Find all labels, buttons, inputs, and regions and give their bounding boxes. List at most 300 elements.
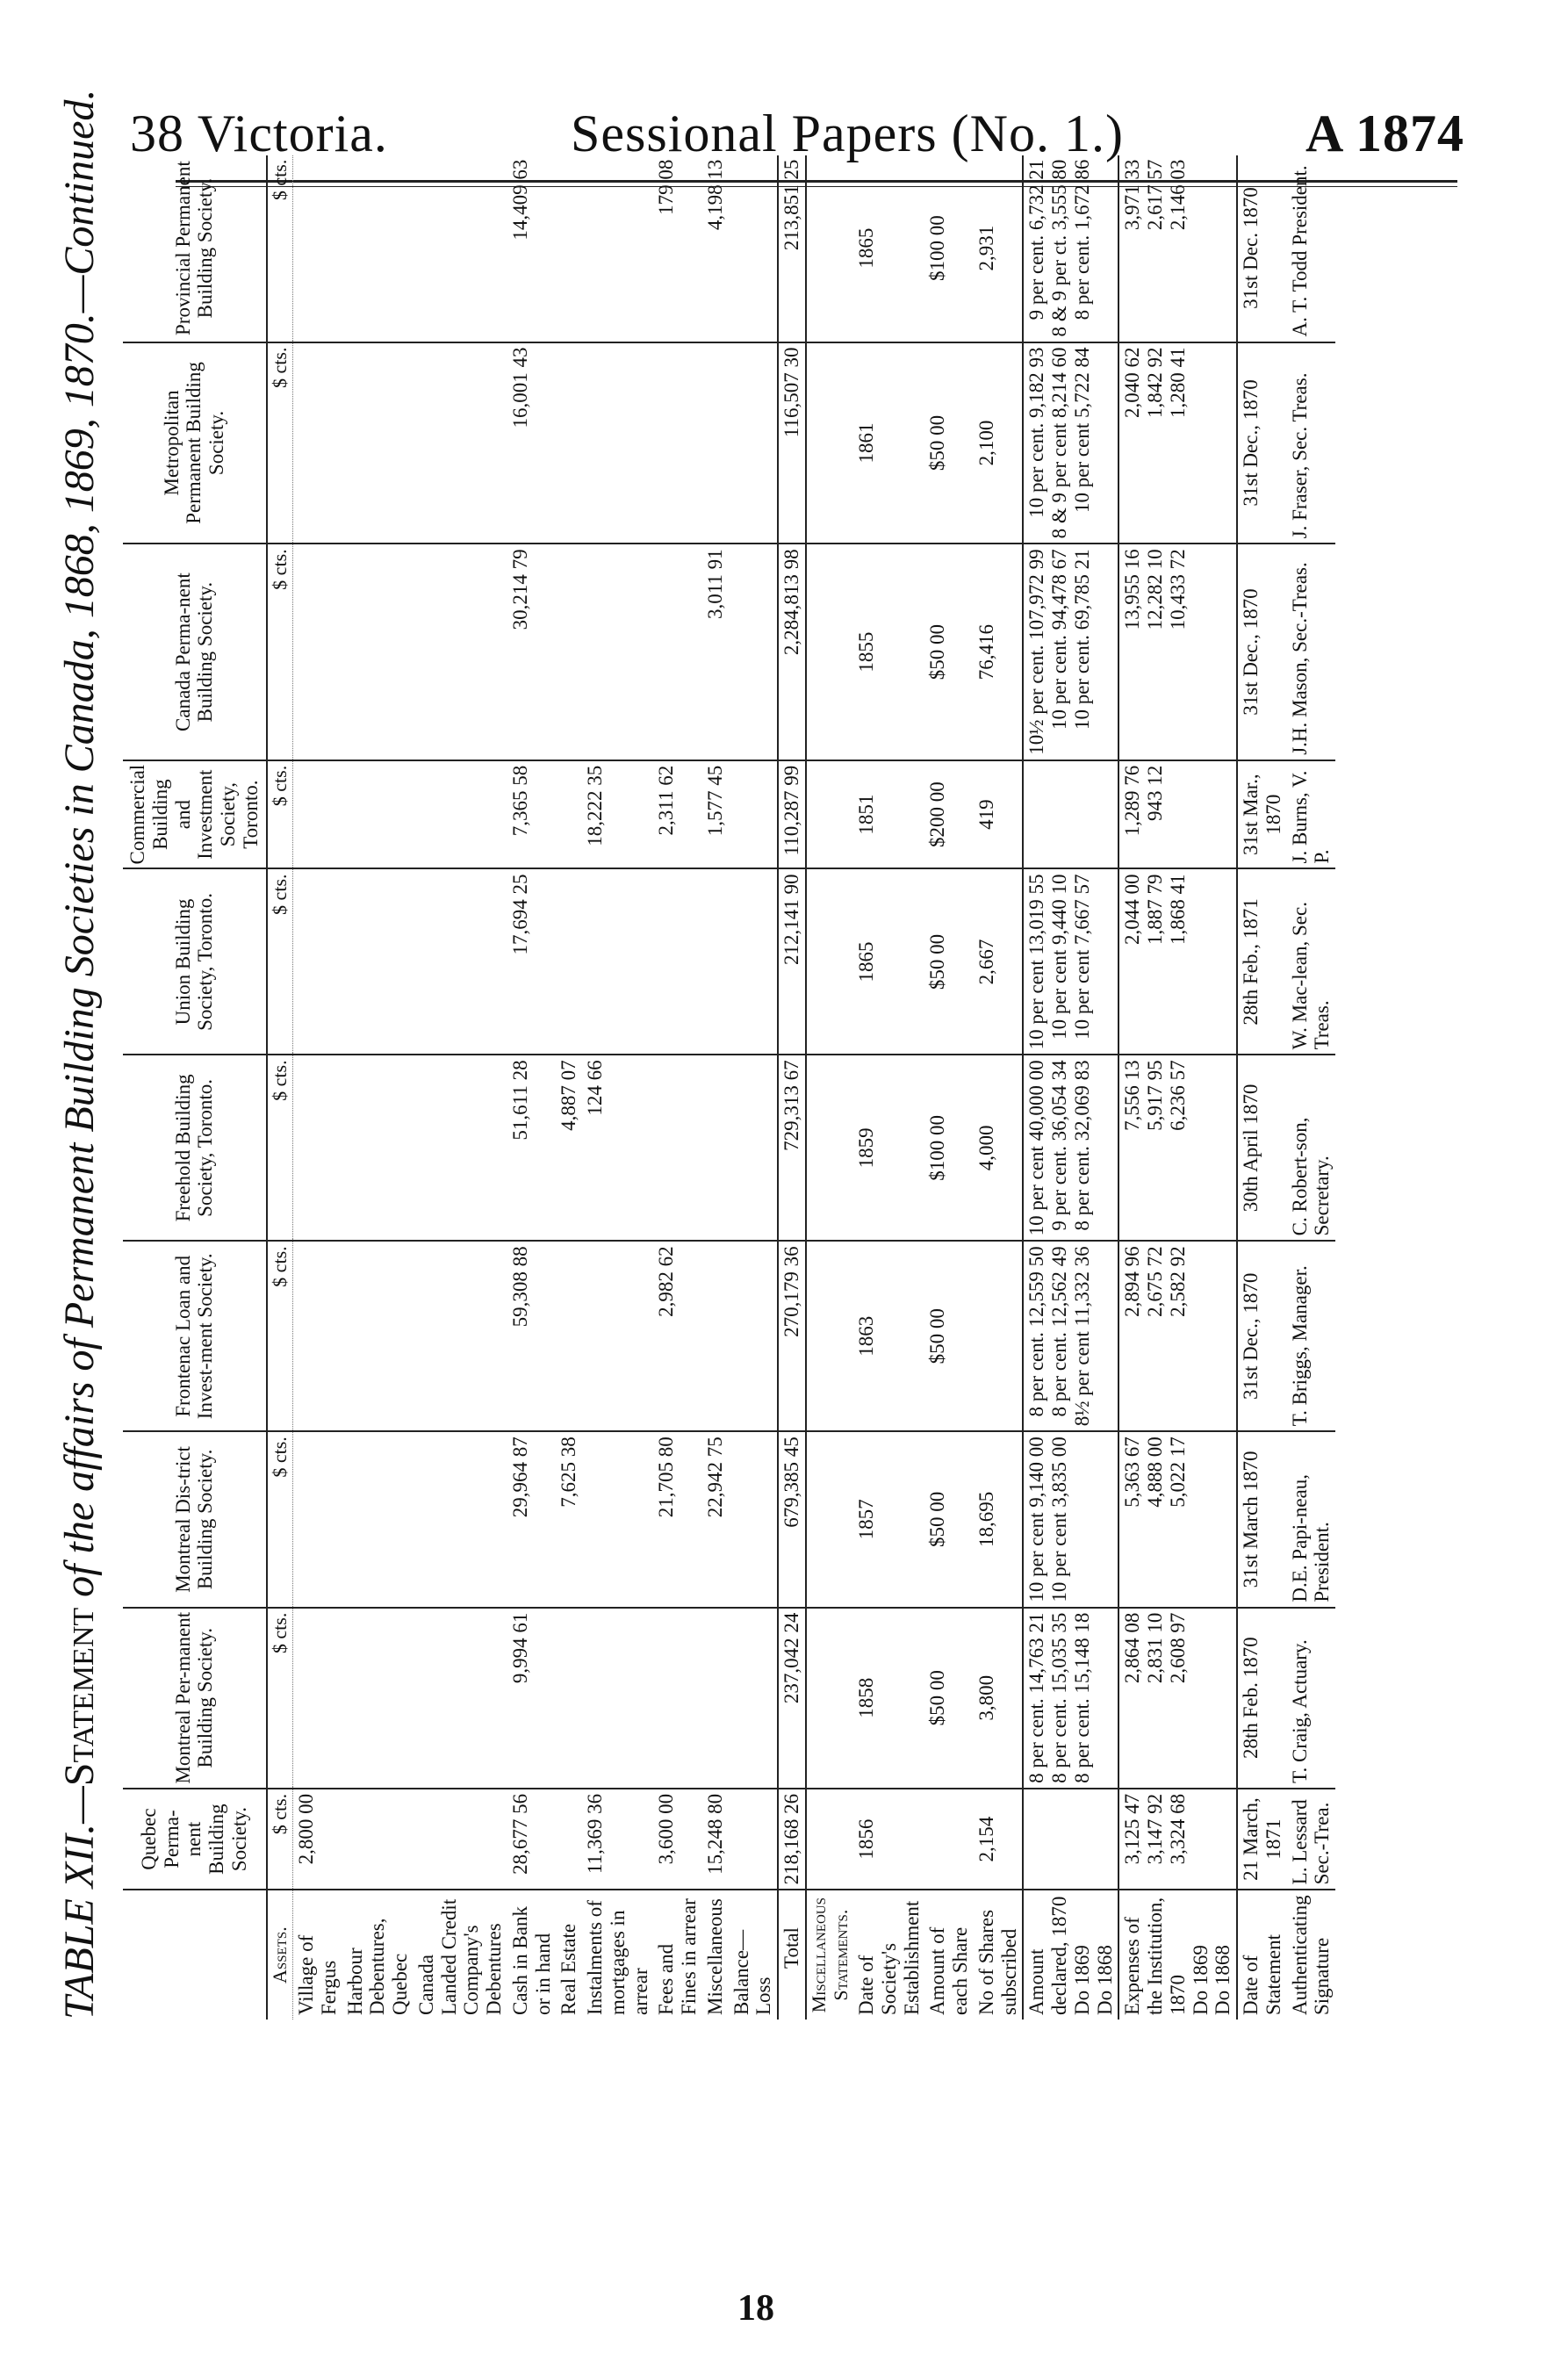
row-date-establishment bbox=[853, 155, 924, 2020]
currency-unit: $ cts. bbox=[267, 1241, 293, 1431]
table-cell: 213,851 25 bbox=[778, 155, 806, 342]
table-cell: C. Robert-son, Secretary. bbox=[1287, 1055, 1336, 1241]
table-cell bbox=[806, 342, 853, 544]
row-total bbox=[778, 155, 806, 2020]
currency-unit: $ cts. bbox=[267, 760, 293, 869]
row-amount-declared bbox=[1023, 155, 1118, 2020]
table-cell bbox=[414, 1789, 507, 1890]
table-cell bbox=[1023, 1608, 1118, 1789]
table-cell: 51,611 28 bbox=[507, 1055, 557, 1241]
cell-line: 10½ per cent. 107,972 99 bbox=[1025, 549, 1048, 755]
table-cell bbox=[556, 155, 582, 342]
table-cell: 1865 bbox=[853, 868, 924, 1055]
table-cell bbox=[293, 760, 342, 869]
cell-line: 10 per cent. 69,785 21 bbox=[1070, 549, 1093, 731]
cell-line: 1,280 41 bbox=[1166, 347, 1189, 419]
table-cell bbox=[729, 1241, 779, 1431]
table-cell bbox=[582, 155, 653, 342]
row-label: Do 1869 bbox=[1070, 1945, 1093, 2015]
table-cell bbox=[653, 544, 702, 760]
row-label: Authenticating Signature bbox=[1288, 1895, 1334, 2015]
table-cell: $100 00 bbox=[924, 155, 974, 342]
row-instalments-arrear bbox=[582, 155, 653, 2020]
table-cell: 31st Dec., 1870 bbox=[1237, 1241, 1287, 1431]
table-cell bbox=[342, 760, 414, 869]
row-expenses bbox=[1118, 155, 1237, 2020]
table-cell bbox=[414, 342, 507, 544]
table-cell bbox=[653, 342, 702, 544]
header-session: 38 Victoria. bbox=[130, 104, 388, 162]
societies-table bbox=[123, 155, 1335, 2020]
table-cell: $50 00 bbox=[924, 544, 974, 760]
table-cell: 2,800 00 bbox=[293, 1789, 342, 1890]
table-cell: 31st Dec. 1870 bbox=[1237, 155, 1287, 342]
row-label: Date of Society's Establishment bbox=[855, 1900, 923, 2015]
table-cell bbox=[729, 1608, 779, 1789]
table-cell: 14,409 63 bbox=[507, 155, 557, 342]
table-cell bbox=[414, 155, 507, 342]
table-cell bbox=[582, 342, 653, 544]
table-cell: 31st Dec., 1870 bbox=[1237, 342, 1287, 544]
table-cell bbox=[1023, 1241, 1118, 1431]
table-cell bbox=[293, 155, 342, 342]
table-cell: 1865 bbox=[853, 155, 924, 342]
table-cell: 1855 bbox=[853, 544, 924, 760]
table-caption-statement: Statement bbox=[56, 1607, 103, 1787]
table-cell: 21 March, 1871 bbox=[1237, 1789, 1287, 1890]
table-cell bbox=[342, 342, 414, 544]
cell-line: 3,971 33 bbox=[1121, 159, 1144, 231]
table-cell bbox=[653, 1055, 702, 1241]
table-cell bbox=[729, 1055, 779, 1241]
table-cell bbox=[1023, 760, 1118, 869]
table-cell bbox=[414, 868, 507, 1055]
table-cell bbox=[729, 868, 779, 1055]
cell-line: 8 per cent. 14,763 21 bbox=[1025, 1612, 1048, 1783]
table-cell: 21,705 80 bbox=[653, 1431, 702, 1607]
table-cell: 2,311 62 bbox=[653, 760, 702, 869]
table-cell: $200 00 bbox=[924, 760, 974, 869]
table-cell bbox=[342, 868, 414, 1055]
row-label: Balance—Loss bbox=[730, 1929, 775, 2015]
table-cell: 1861 bbox=[853, 342, 924, 544]
cell-line: 10 per cent 9,140 00 bbox=[1025, 1436, 1048, 1602]
cell-line: 8 per cent. 12,559 50 bbox=[1025, 1246, 1048, 1417]
table-cell: 31st March 1870 bbox=[1237, 1431, 1287, 1607]
table-cell: 1857 bbox=[853, 1431, 924, 1607]
table-cell bbox=[556, 868, 582, 1055]
table-cell bbox=[1023, 1431, 1118, 1607]
table-cell: D.E. Papi-neau, President. bbox=[1287, 1431, 1336, 1607]
cell-line: 4,888 00 bbox=[1144, 1436, 1167, 1508]
col-header: Metropolitan Permanent Building Society. bbox=[123, 342, 267, 544]
cell-line: 12,282 10 bbox=[1144, 549, 1167, 630]
table-cell: 1858 bbox=[853, 1608, 924, 1789]
table-cell bbox=[729, 1789, 779, 1890]
cell-line: 6,236 57 bbox=[1166, 1060, 1189, 1131]
table-cell: 7,365 58 bbox=[507, 760, 557, 869]
row-village-fergus bbox=[293, 155, 342, 2020]
table-cell bbox=[806, 760, 853, 869]
cell-line: 10 per cent 7,667 57 bbox=[1070, 874, 1093, 1040]
table-cell bbox=[729, 155, 779, 342]
table-cell bbox=[293, 868, 342, 1055]
header-papers: Sessional Papers (No. 1.) bbox=[571, 104, 1124, 162]
table-cell bbox=[342, 1431, 414, 1607]
table-cell: 2,154 bbox=[974, 1789, 1024, 1890]
table-cell: 4,887 07 bbox=[556, 1055, 582, 1241]
table-cell bbox=[1118, 760, 1237, 869]
table-cell bbox=[556, 544, 582, 760]
currency-unit: $ cts. bbox=[267, 544, 293, 760]
table-cell bbox=[414, 760, 507, 869]
table-cell: L. Lessard Sec.-Trea. bbox=[1287, 1789, 1336, 1890]
table-cell bbox=[924, 1789, 974, 1890]
table-cell bbox=[1118, 1241, 1237, 1431]
table-cell bbox=[702, 1608, 729, 1789]
table-cell bbox=[702, 1241, 729, 1431]
cell-line: 10 per cent 13,019 55 bbox=[1025, 874, 1048, 1050]
cell-line: 3,147 92 bbox=[1144, 1793, 1167, 1865]
table-cell bbox=[702, 868, 729, 1055]
table-cell bbox=[342, 1055, 414, 1241]
table-cell bbox=[1118, 1789, 1237, 1890]
cell-line: 9 per cent. 36,054 34 bbox=[1048, 1060, 1071, 1231]
cell-line: 943 12 bbox=[1144, 765, 1167, 822]
table-cell: J.H. Mason, Sec.-Treas. bbox=[1287, 544, 1336, 760]
table-cell: 212,141 90 bbox=[778, 868, 806, 1055]
row-label: Real Estate bbox=[557, 1923, 580, 2015]
currency-unit: $ cts. bbox=[267, 1608, 293, 1789]
currency-row bbox=[267, 155, 293, 2020]
table-cell: 28,677 56 bbox=[507, 1789, 557, 1890]
cell-line: 2,894 96 bbox=[1121, 1246, 1144, 1317]
row-label: Canada Landed Credit Company's Debentures bbox=[414, 1898, 506, 2015]
cell-line: 2,040 62 bbox=[1121, 347, 1144, 419]
row-label: Expenses of the Institution, 1870 bbox=[1121, 1897, 1189, 2015]
table-header-row bbox=[123, 155, 267, 2020]
table-cell bbox=[1023, 868, 1118, 1055]
row-label: Cash in Bank or in hand bbox=[508, 1906, 554, 2015]
table-cell bbox=[702, 1055, 729, 1241]
table-cell: 29,964 87 bbox=[507, 1431, 557, 1607]
cell-line: 5,363 67 bbox=[1121, 1436, 1144, 1508]
row-label: Miscellaneous bbox=[703, 1898, 726, 2015]
table-cell: 218,168 26 bbox=[778, 1789, 806, 1890]
table-cell: 1863 bbox=[853, 1241, 924, 1431]
table-cell bbox=[582, 1241, 653, 1431]
cell-line: 8½ per cent 11,332 36 bbox=[1070, 1246, 1093, 1427]
table-cell: A. T. Todd President. bbox=[1287, 155, 1336, 342]
cell-line: 5,022 17 bbox=[1166, 1436, 1189, 1508]
table-cell: 124 66 bbox=[582, 1055, 653, 1241]
row-label: Do 1868 bbox=[1093, 1945, 1116, 2015]
table-cell bbox=[414, 544, 507, 760]
table-cell: 3,011 91 bbox=[702, 544, 729, 760]
table-cell: 4,198 13 bbox=[702, 155, 729, 342]
table-cell bbox=[653, 1608, 702, 1789]
table-cell bbox=[414, 1608, 507, 1789]
table-cell bbox=[1118, 1431, 1237, 1607]
cell-line: 9 per cent. 6,732 21 bbox=[1025, 159, 1048, 320]
cell-line: 10 per cent 3,835 00 bbox=[1048, 1436, 1071, 1602]
cell-line: 1,887 79 bbox=[1144, 874, 1167, 945]
cell-line: 10 per cent 40,000 00 bbox=[1025, 1060, 1048, 1236]
table-cell: 18,222 35 bbox=[582, 760, 653, 869]
table-cell: 9,994 61 bbox=[507, 1608, 557, 1789]
row-label: Total bbox=[778, 1890, 806, 2020]
header-year: A 1874 bbox=[1305, 104, 1464, 162]
table-cell: 2,982 62 bbox=[653, 1241, 702, 1431]
row-label: Harbour Debentures, Quebec bbox=[343, 1918, 412, 2015]
table-cell: 7,625 38 bbox=[556, 1431, 582, 1607]
table-cell bbox=[1118, 1608, 1237, 1789]
table-cell: 2,931 bbox=[974, 155, 1024, 342]
row-canada-landed-credit bbox=[414, 155, 507, 2020]
currency-unit: $ cts. bbox=[267, 1055, 293, 1241]
table-cell: $50 00 bbox=[924, 1608, 974, 1789]
table-cell bbox=[556, 342, 582, 544]
cell-line: 2,675 72 bbox=[1144, 1246, 1167, 1317]
table-cell: 30th April 1870 bbox=[1237, 1055, 1287, 1241]
table-cell: J. Fraser, Sec. Treas. bbox=[1287, 342, 1336, 544]
table-cell: T. Craig, Actuary. bbox=[1287, 1608, 1336, 1789]
col-header: Canada Perma-nent Building Society. bbox=[123, 544, 267, 760]
cell-line: 3,324 68 bbox=[1166, 1793, 1189, 1865]
table-cell: $50 00 bbox=[924, 1241, 974, 1431]
table-cell: 1,577 45 bbox=[702, 760, 729, 869]
table-cell bbox=[342, 155, 414, 342]
table-cell bbox=[556, 1241, 582, 1431]
table-cell: 30,214 79 bbox=[507, 544, 557, 760]
table-cell: T. Briggs, Manager. bbox=[1287, 1241, 1336, 1431]
row-label: Instalments of mortgages in arrear bbox=[584, 1900, 651, 2015]
row-label: No of Shares subscribed bbox=[975, 1909, 1020, 2015]
table-cell bbox=[342, 544, 414, 760]
table-cell: 76,416 bbox=[974, 544, 1024, 760]
table-cell bbox=[974, 1241, 1024, 1431]
table-cell: 1859 bbox=[853, 1055, 924, 1241]
row-label: Do 1868 bbox=[1212, 1945, 1234, 2015]
row-miscellaneous bbox=[702, 155, 729, 2020]
table-cell bbox=[582, 1608, 653, 1789]
table-cell bbox=[1023, 1055, 1118, 1241]
table-cell bbox=[342, 1608, 414, 1789]
table-cell: 16,001 43 bbox=[507, 342, 557, 544]
header-blank bbox=[123, 1890, 267, 2020]
row-label: Amount of each Share bbox=[926, 1926, 972, 2015]
table-cell bbox=[414, 1241, 507, 1431]
table-cell: 28th Feb. 1870 bbox=[1237, 1608, 1287, 1789]
table-cell bbox=[342, 1789, 414, 1890]
table-cell bbox=[293, 1241, 342, 1431]
currency-unit: $ cts. bbox=[267, 868, 293, 1055]
row-label: Fees and Fines in arrear bbox=[655, 1898, 701, 2015]
table-cell: $50 00 bbox=[924, 1431, 974, 1607]
table-cell bbox=[582, 868, 653, 1055]
cell-line: 1,289 76 bbox=[1121, 765, 1144, 837]
table-cell bbox=[806, 868, 853, 1055]
table-cell bbox=[1023, 544, 1118, 760]
col-header: Provincial Permanent Building Society. bbox=[123, 155, 267, 342]
table-cell: 59,308 88 bbox=[507, 1241, 557, 1431]
table-cell bbox=[414, 1431, 507, 1607]
table-cell bbox=[293, 342, 342, 544]
table-cell: 729,313 67 bbox=[778, 1055, 806, 1241]
table-cell: 31st Mar., 1870 bbox=[1237, 760, 1287, 869]
table-cell bbox=[806, 1055, 853, 1241]
cell-line: 8 per cent. 12,562 49 bbox=[1048, 1246, 1071, 1417]
col-header: Montreal Per-manent Building Society. bbox=[123, 1608, 267, 1789]
row-label: Date of Statement bbox=[1237, 1890, 1287, 2020]
table-cell bbox=[556, 760, 582, 869]
table-cell bbox=[414, 1055, 507, 1241]
col-header: Commercial Building and Investment Society, Toronto. bbox=[123, 760, 267, 869]
cell-line: 3,125 47 bbox=[1121, 1793, 1144, 1865]
table-cell bbox=[582, 544, 653, 760]
table-cell bbox=[729, 342, 779, 544]
row-date-statement bbox=[1237, 155, 1287, 2020]
currency-unit: $ cts. bbox=[267, 1431, 293, 1607]
table-cell: 679,385 45 bbox=[778, 1431, 806, 1607]
cell-line: 10 per cent 9,440 10 bbox=[1048, 874, 1071, 1040]
row-cash bbox=[507, 155, 557, 2020]
table-cell: 1851 bbox=[853, 760, 924, 869]
cell-line: 2,617 57 bbox=[1144, 159, 1167, 231]
table-cell bbox=[702, 342, 729, 544]
row-balance-loss bbox=[729, 155, 779, 2020]
col-header: Frontenac Loan and Invest-ment Society. bbox=[123, 1241, 267, 1431]
table-cell: 31st Dec., 1870 bbox=[1237, 544, 1287, 760]
table-cell bbox=[293, 1608, 342, 1789]
row-label: Amount declared, 1870 bbox=[1025, 1896, 1071, 2015]
assets-section-label: Assets. bbox=[267, 1890, 293, 2020]
table-cell bbox=[556, 1608, 582, 1789]
cell-line: 10 per cent. 9,182 93 bbox=[1025, 347, 1048, 518]
cell-line: 13,955 16 bbox=[1121, 549, 1144, 630]
table-caption-rest: of the affairs of Permanent Building Societies in Canada, 1868, 1869, 1870.—Continued. bbox=[56, 89, 103, 1597]
table-cell bbox=[1023, 1789, 1118, 1890]
row-fees-fines bbox=[653, 155, 702, 2020]
table-cell bbox=[1118, 1055, 1237, 1241]
table-number: TABLE XII. bbox=[56, 1823, 103, 2020]
table-cell: 110,287 99 bbox=[778, 760, 806, 869]
row-signature bbox=[1287, 155, 1336, 2020]
row-real-estate bbox=[556, 155, 582, 2020]
table-cell bbox=[806, 1789, 853, 1890]
table-cell: 3,600 00 bbox=[653, 1789, 702, 1890]
table-cell: W. Mac-lean, Sec. Treas. bbox=[1287, 868, 1336, 1055]
cell-line: 8 per cent. 1,672 86 bbox=[1070, 159, 1093, 320]
table-cell: J. Burns, V. P. bbox=[1287, 760, 1336, 869]
row-label: Do 1869 bbox=[1189, 1945, 1212, 2015]
cell-line: 8 per cent. 15,035 35 bbox=[1048, 1612, 1071, 1783]
table-cell bbox=[806, 155, 853, 342]
table-cell: 237,042 24 bbox=[778, 1608, 806, 1789]
table-cell: $50 00 bbox=[924, 868, 974, 1055]
table-cell: 2,100 bbox=[974, 342, 1024, 544]
cell-line: 10 per cent 5,722 84 bbox=[1070, 347, 1093, 513]
col-header: Union Building Society, Toronto. bbox=[123, 868, 267, 1055]
cell-line: 5,917 95 bbox=[1144, 1060, 1167, 1131]
cell-line: 8 & 9 per cent 8,214 60 bbox=[1048, 347, 1071, 539]
table-cell: 419 bbox=[974, 760, 1024, 869]
table-cell bbox=[806, 1241, 853, 1431]
table-cell bbox=[342, 1241, 414, 1431]
table-cell: 18,695 bbox=[974, 1431, 1024, 1607]
table-cell bbox=[556, 1789, 582, 1890]
table-cell bbox=[1118, 155, 1237, 342]
row-label-stack bbox=[1023, 1890, 1118, 2020]
table-cell: 11,369 36 bbox=[582, 1789, 653, 1890]
table-cell: 4,000 bbox=[974, 1055, 1024, 1241]
row-harbour-debentures bbox=[342, 155, 414, 2020]
misc-section-row bbox=[806, 155, 853, 2020]
row-amount-share bbox=[924, 155, 974, 2020]
table-cell bbox=[806, 1431, 853, 1607]
cell-line: 8 per cent. 32,069 83 bbox=[1070, 1060, 1093, 1231]
table-cell: 28th Feb., 1871 bbox=[1237, 868, 1287, 1055]
table-cell: 2,284,813 98 bbox=[778, 544, 806, 760]
table-cell: 116,507 30 bbox=[778, 342, 806, 544]
currency-unit: $ cts. bbox=[267, 155, 293, 342]
table-cell: 179 08 bbox=[653, 155, 702, 342]
cell-line: 7,556 13 bbox=[1121, 1060, 1144, 1131]
cell-line: 8 & 9 per ct. 3,555 80 bbox=[1048, 159, 1071, 337]
row-label: Village of Fergus bbox=[295, 1934, 340, 2015]
cell-line: 10,433 72 bbox=[1166, 549, 1189, 630]
cell-line: 2,146 03 bbox=[1166, 159, 1189, 231]
table-cell bbox=[653, 868, 702, 1055]
table-cell: 3,800 bbox=[974, 1608, 1024, 1789]
table-cell bbox=[806, 1608, 853, 1789]
table-cell bbox=[1118, 868, 1237, 1055]
table-cell: $100 00 bbox=[924, 1055, 974, 1241]
cell-line: 2,044 00 bbox=[1121, 874, 1144, 945]
table-cell bbox=[729, 544, 779, 760]
page-number: 18 bbox=[737, 2288, 774, 2329]
col-header: Quebec Perma-nent Building Society. bbox=[123, 1789, 267, 1890]
table-cell bbox=[1023, 342, 1118, 544]
table-cell bbox=[582, 1431, 653, 1607]
cell-line: 2,582 92 bbox=[1166, 1246, 1189, 1317]
table-cell: $50 00 bbox=[924, 342, 974, 544]
col-header: Freehold Building Society, Toronto. bbox=[123, 1055, 267, 1241]
misc-section-label: Miscellaneous Statements. bbox=[806, 1890, 853, 2020]
cell-line: 2,864 08 bbox=[1121, 1612, 1144, 1684]
row-shares-subscribed bbox=[974, 155, 1024, 2020]
table-cell bbox=[1118, 544, 1237, 760]
cell-line: 10 per cent. 94,478 67 bbox=[1048, 549, 1071, 731]
cell-line: 1,868 41 bbox=[1166, 874, 1189, 945]
table-cell bbox=[293, 544, 342, 760]
table-cell: 1856 bbox=[853, 1789, 924, 1890]
cell-line: 1,842 92 bbox=[1144, 347, 1167, 419]
cell-line: 8 per cent. 15,148 18 bbox=[1070, 1612, 1093, 1783]
table-cell bbox=[729, 1431, 779, 1607]
cell-line: 2,608 97 bbox=[1166, 1612, 1189, 1684]
table-cell: 15,248 80 bbox=[702, 1789, 729, 1890]
table-title: TABLE XII.—Statement of the affairs of Permanent Building Societies in Canada, 1868, 1869, 1870.—Continued. bbox=[56, 89, 103, 2020]
table-cell bbox=[806, 544, 853, 760]
cell-line: 2,831 10 bbox=[1144, 1612, 1167, 1684]
table-cell bbox=[293, 1055, 342, 1241]
currency-unit: $ cts. bbox=[267, 1789, 293, 1890]
table-cell bbox=[1118, 342, 1237, 544]
row-label-stack bbox=[1118, 1890, 1237, 2020]
col-header: Montreal Dis-trict Building Society. bbox=[123, 1431, 267, 1607]
table-cell: 270,179 36 bbox=[778, 1241, 806, 1431]
